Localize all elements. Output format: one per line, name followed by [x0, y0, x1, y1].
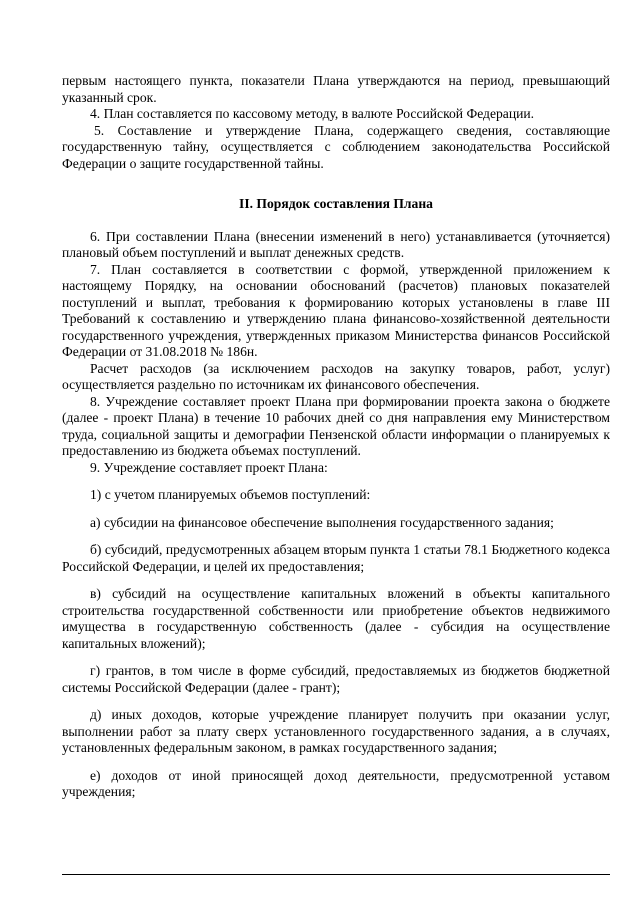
list-item-g: г) грантов, в том числе в форме субсидий, предоставляемых из бюджетов бюджетной системы Российской Федерации (далее - грант);	[62, 663, 610, 695]
paragraph-continuation: первым настоящего пункта, показатели Плана утверждаются на период, превышающий указанный срок.	[62, 73, 610, 105]
list-item-b: б) субсидий, предусмотренных абзацем вторым пункта 1 статьи 78.1 Бюджетного кодекса Российской Федерации, и целей их предоставления;	[62, 542, 610, 574]
paragraph-expense-calculation: Расчет расходов (за исключением расходов на закупку товаров, работ, услуг) осуществляется раздельно по источникам их финансового обеспечения.	[62, 360, 610, 392]
paragraph-item-4: 4. План составляется по кассовому методу, в валюте Российской Федерации.	[90, 106, 535, 121]
paragraph-item-6: 6. При составлении Плана (внесении изменений в него) устанавливается (уточняется) плановый объем поступлений и выплат денежных средств.	[62, 228, 610, 260]
list-item-a: а) субсидии на финансовое обеспечение выполнения государственного задания;	[90, 514, 554, 530]
list-item-1: 1) с учетом планируемых объемов поступлений:	[90, 487, 371, 502]
list-item-d: д) иных доходов, которые учреждение планирует получить при оказании услуг, выполнении работ за плату сверх установленного государственного задания, а в случаях, установленных федеральным законом, в рамках государственного задания;	[62, 707, 610, 755]
paragraph-item-9: 9. Учреждение составляет проект Плана:	[90, 459, 328, 475]
list-item-v: в) субсидий на осуществление капитальных вложений в объекты капитального строительства государственной собственности или приобретение объектов недвижимого имущества в государственную собственность (далее - субсидия на осуществление капитальных вложений);	[62, 586, 610, 651]
section-heading: II. Порядок составления Плана	[239, 196, 433, 211]
list-item-e: е) доходов от иной приносящей доход деятельности, предусмотренной уставом учреждения;	[62, 767, 610, 799]
paragraph-item-7: 7. План составляется в соответствии с формой, утвержденной приложением к настоящему Порядку, на основании обоснований (расчетов) плановых показателей поступлений и выплат, требования к формированию которых установлены в главе III Требований к составлению и утверждению плана финансово-хозяйственной деятельности государственного учреждения, утвержденных приказом Министерства финансов Российской Федерации от 31.08.2018 № 186н.	[62, 261, 610, 359]
document-body	[62, 73, 610, 801]
paragraph-item-8: 8. Учреждение составляет проект Плана при формировании проекта закона о бюджете (далее - проект Плана) в течение 10 рабочих дней со дня направления ему Министерством труда, социальной защиты и демографии Пензенской области информации о планируемых к предоставлению из бюджета объемах поступлений.	[62, 393, 610, 458]
footer-divider	[62, 874, 610, 875]
paragraph-item-5: 5. Составление и утверждение Плана, содержащего сведения, составляющие государственную тайну, осуществляется с соблюдением законодательства Российской Федерации о защите государственной тайны.	[62, 122, 610, 171]
